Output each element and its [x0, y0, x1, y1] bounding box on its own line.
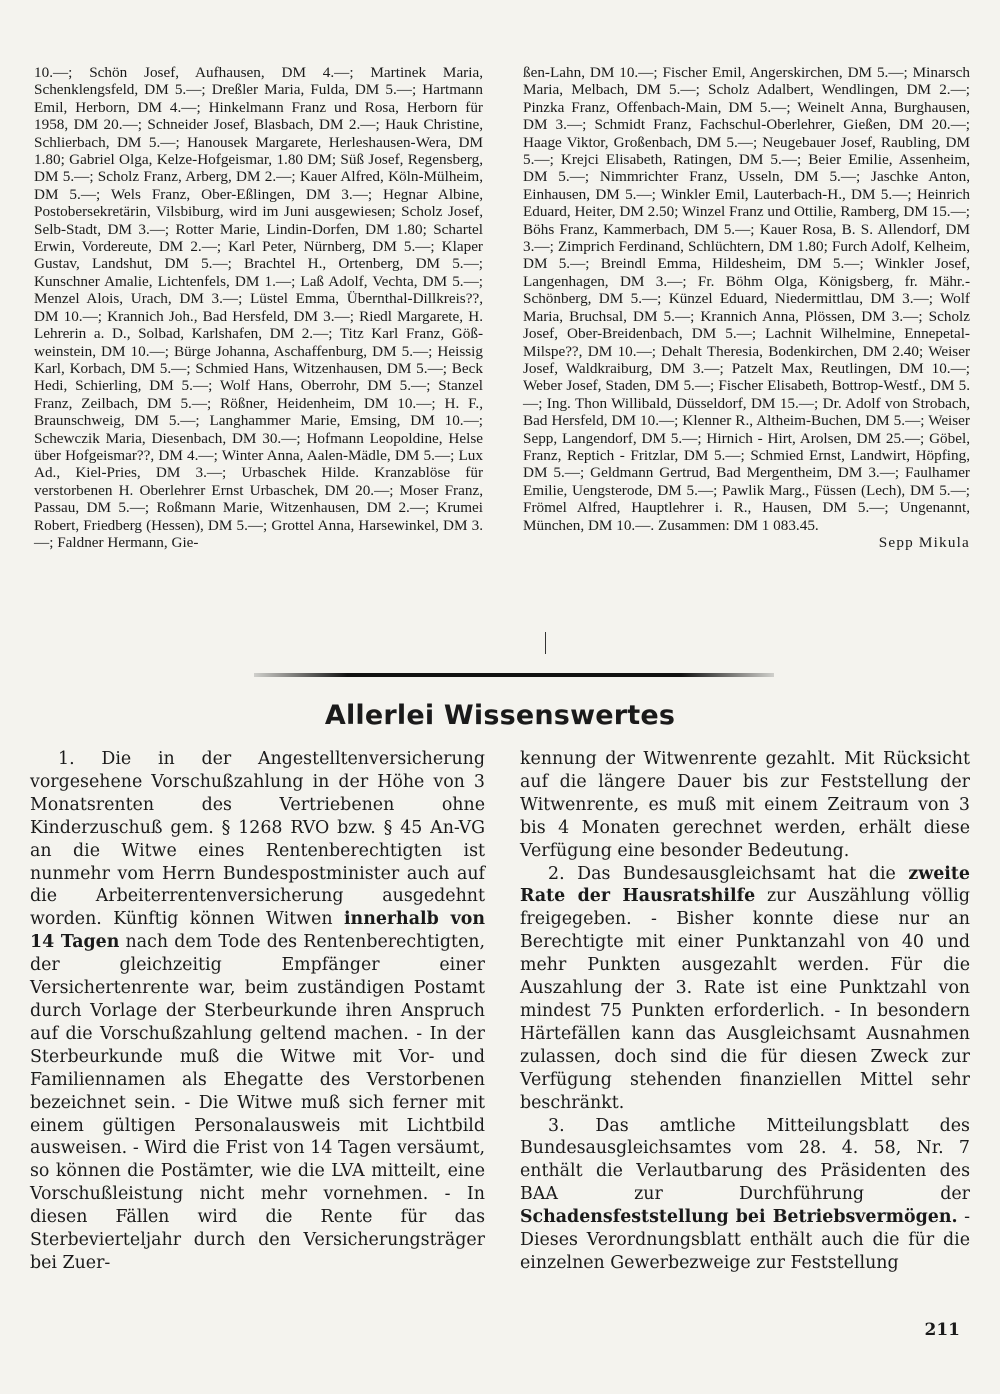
article-right-column — [520, 748, 970, 1288]
article-text: nach dem Tode des Rentenberechtigten, der gleichzeitig Empfänger einer Versichertenrente war, beim zuständigen Postamt durch Vorlage der Sterbeurkunde ihren Anspruch auf die Vorschußzahlung geltend machen. - In der Sterbeurkunde muß die Witwe mit Vor- und Familiennamen als Ehegatte des Verstorbenen bezeichnet sein. - Die Witwe muß sich ferner mit einem gültigen Personalausweis mit Lichtbild ausweisen. - Wird die Frist von 14 Tagen versäumt, so können die Postämter, wie die LVA mitteilt, eine Vorschußleistung nicht mehr vornehmen. - In diesen Fällen wird die Rente für das Sterbevierteljahr durch den Versicherungsträger bei Zuer- — [30, 932, 485, 1273]
signature: Sepp Mikula — [878, 533, 970, 551]
article — [30, 748, 970, 1288]
article-emphasis: innerhalb von 14 Tagen — [30, 909, 486, 953]
article-text: 3. Das amtliche Mitteilungsblatt des Bundesausgleichsamtes vom 28. 4. 58, Nr. 7 enthält die Verlautbarung des Präsidenten des BAA zur Durchführung der — [520, 1115, 970, 1205]
section-title: Allerlei Wissenswertes — [324, 700, 676, 731]
article-paragraph-2 — [520, 863, 970, 1115]
article-text: - Dieses Verordnungsblatt enthält auch die für die einzelnen Gewerbezweige zur Feststellung — [520, 1207, 970, 1273]
page-number: 211 — [924, 1320, 960, 1340]
donation-list — [34, 64, 970, 674]
article-emphasis: zweite Rate der Hausratshilfe — [520, 863, 970, 907]
article-text: zur Auszählung völlig freigegeben. - Bisher konnte diese nur an Berechtigte mit einer Punktanzahl von 40 und mehr Punkten ausgezahlt werden. Für die Auszahlung der 3. Rate ist eine Punktzahl von mindest 75 Punkten erforderlich. - In besondern Härtefällen kann das Ausgleichsamt Ausnahmen zulassen, doch sind die für diesen Zweck zur Verfügung stehenden finanziellen Mittel sehr beschränkt. — [520, 886, 970, 1113]
article-paragraph-1 — [30, 748, 485, 1275]
article-left-column — [30, 748, 485, 1288]
article-paragraph-1-continued: kennung der Witwenrente gezahlt. Mit Rücksicht auf die längere Dauer bis zur Feststellung der Witwenrente, es muß mit einem Zeitraum von 3 bis 4 Monaten gerechnet werden, erhält diese Verfügung eine besonder Bedeutung. — [520, 749, 970, 861]
section-divider — [254, 673, 774, 677]
article-emphasis: Schadensfeststellung bei Betriebsvermögen. — [520, 1207, 958, 1228]
article-text: 2. Das Bundesausgleichsamt hat die — [548, 863, 909, 884]
article-paragraph-3 — [520, 1115, 970, 1275]
donation-list-left-text: 10.—; Schön Josef, Aufhausen, DM 4.—; Martinek Maria, Schenklengsfeld, DM 5.—; Dreßler Maria, Fulda, DM 5.—; Hartmann Emil, Herborn, DM 4.—; Hinkelmann Franz und Rosa, Herborn für 1958, DM 20.—; Schneider Josef, Blasbach, DM 2.—; Hauk Christine, Schlierbach, DM 5.—; Hanousek Margarete, Herleshausen-Wera, DM 1.80; Gabriel Olga, Kelze-Hofgeismar, 1.80 DM; Süß Josef, Regensberg, DM 5.—; Scholz Franz, Arberg, DM 2.—; Kauer Alfred, Köln-Mülheim, DM 5.—; Wels Franz, Ober-Eßlingen, DM 3.—; Hegnar Albine, Postobersekretärin, Vilsbiburg, wird im Juni ausgewiesen; Scholz Josef, Selb-Stadt, DM 3.—; Rotter Marie, Lindin-Dorfen, DM 1.80; Schartel Erwin, Vordereute, DM 2.—; Karl Peter, Nürnberg, DM 5.—; Klaper Gustav, Landshut, DM 5.—; Brachtel H., Ortenberg, DM 5.—; Kunschner Amalie, Lichtenfels, DM 1.—; Laß Adolf, Vechta, DM 5.—; Menzel Alois, Urach, DM 3.—; Lüstel Emma, Übernthal-Dillkreis??, DM 10.—; Krannich Joh., Bad Hersfeld, DM 3.—; Riedl Margarete, H. Lehrerin a. D., Solbad, Karlshafen, DM 2.—; Titz Karl Franz, Göß-weinstein, DM 10.—; Bürge Johanna, Aschaffenburg, DM 5.—; Heissig Karl, Korbach, DM 5.—; Schmied Hans, Witzenhausen, DM 5.—; Beck Hedi, Schierling, DM 5.—; Wolf Hans, Oberrohr, DM 5.—; Stanzel Franz, Zeilbach, DM 5.—; Rößner, Heidenheim, DM 10.—; H. F., Braunschweig, DM 5.—; Langhammer Marie, Emsing, DM 10.—; Schewczik Maria, Diesenbach, DM 30.—; Hofmann Leopoldine, Helse über Hofgeismar??, DM 4.—; Winter Anna, Aalen-Mädle, DM 5.—; Lux Ad., Kiel-Pries, DM 3.—; Urbaschek Hilde. Kranzablöse für verstorbenen H. Oberlehrer Ernst Urbaschek, DM 20.—; Moser Franz, Passau, DM 5.—; Roßmann Marie, Witzenhausen, DM 2.—; Krumei Robert, Friedberg (Hessen), DM 5.—; Grottel Anna, Harsewinkel, DM 3.—; Faldner Hermann, Gie- — [34, 64, 483, 551]
donation-list-right-column — [523, 64, 970, 674]
donation-list-right-text: ßen-Lahn, DM 10.—; Fischer Emil, Angerskirchen, DM 5.—; Minarsch Maria, Melbach, DM 5.—; Scholz Adalbert, Wendlingen, DM 2.—; Pinzka Franz, Offenbach-Main, DM 5.—; Weinelt Anna, Burghausen, DM 3.—; Schmidt Franz, Fachschul-Oberlehrer, Gießen, DM 20.—; Haage Viktor, Großenbach, DM 5.—; Neugebauer Josef, Raubling, DM 5.—; Krejci Elisabeth, Ratingen, DM 5.—; Beier Emilie, Assenheim, DM 5.—; Nimmrichter Franz, Usseln, DM 5.—; Jaschke Anton, Einhausen, DM 5.—; Winkler Emil, Lauterbach-H., DM 5.—; Heinrich Eduard, Heiter, DM 2.50; Winzel Franz und Ottilie, Ramberg, DM 15.—; Böhs Franz, Kammerbach, DM 5.—; Kauer Rosa, B. S. Allendorf, DM 3.—; Zimprich Ferdinand, Schlüchtern, DM 1.80; Furch Adolf, Kelheim, DM 5.—; Breindl Emma, Hildesheim, DM 5.—; Winkler Josef, Langenhagen, DM 3.—; Fr. Böhm Olga, Königsberg, fr. Mähr.-Schönberg, DM 5.—; Künzel Eduard, Niedermittlau, DM 3.—; Wolf Maria, Bruchsal, DM 5.—; Krannich Anna, Plössen, DM 3.—; Scholz Josef, Ober-Breidenbach, DM 5.—; Lachnit Wilhelmine, Ennepetal-Milspe??, DM 10.—; Dehalt Theresia, Bodenkirchen, DM 2.40; Weiser Josef, Waldkraiburg, DM 3.—; Patzelt Max, Reutlingen, DM 10.—; Weber Josef, Staden, DM 5.—; Fischer Elisabeth, Bottrop-Westf., DM 5.—; Ing. Thon Willibald, Düsseldorf, DM 15.—; Dr. Adolf von Strobach, Bad Hersfeld, DM 10.—; Klenner R., Altheim-Buchen, DM 5.—; Weiser Sepp, Langendorf, DM 5.—; Hirnich - Hirt, Arolsen, DM 25.—; Göbel, Franz, Reptich - Fritzlar, DM 5.—; Schmied Ernst, Landwirt, Höpfing, DM 5.—; Geldmann Gertrud, Bad Mergentheim, DM 3.—; Faulhamer Emilie, Uengsterode, DM 5.—; Pawlik Marg., Füssen (Lech), DM 5.—; Frömel Alfred, Hauptlehrer i. R., Hausen, DM 5.—; Ungenannt, München, DM 10.—. Zusammen: DM 1 083.45. — [523, 64, 971, 534]
donation-list-left-column — [34, 64, 483, 674]
column-divider — [545, 632, 546, 654]
article-text: 1. Die in der Angestelltenversicherung vorgesehene Vorschußzahlung in der Höhe von 3 Monatsrenten des Vertriebenen ohne Kinderzuschuß gem. § 1268 RVO bzw. § 45 An-VG an die Witwe eines Rentenberechtigten ist nunmehr vom Herrn Bundespostminister auch auf die Arbeiterrentenversicherung ausgedehnt worden. Künftig können Witwen — [30, 749, 485, 930]
